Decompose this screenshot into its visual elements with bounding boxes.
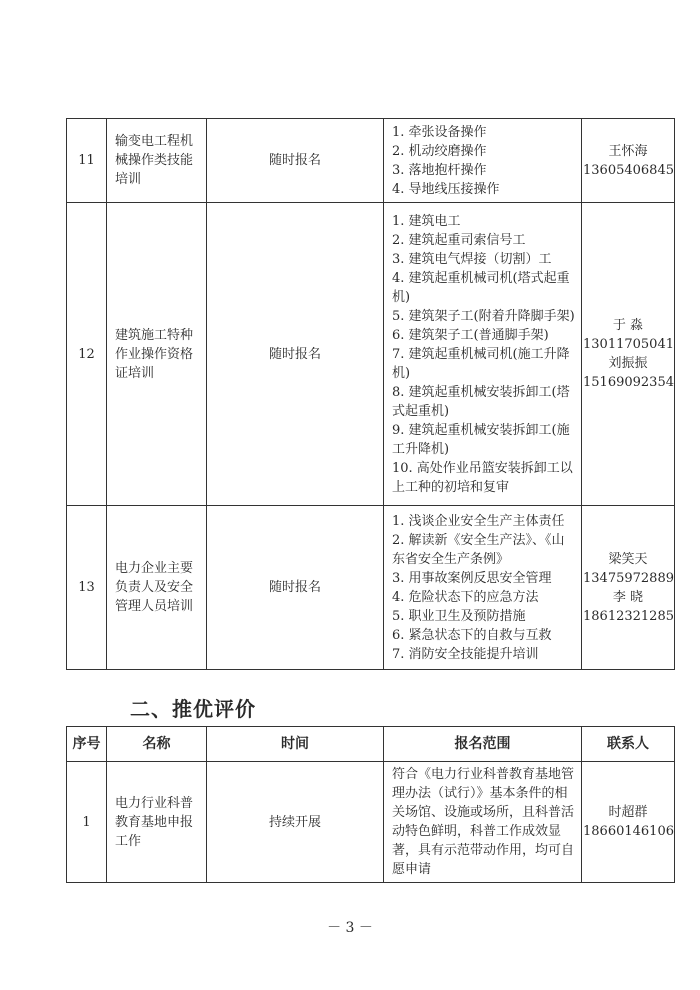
item-time: 持续开展: [207, 762, 384, 883]
contact-phone: 18612321285: [583, 608, 674, 624]
course-item: 4. 导地线压接操作: [392, 181, 500, 197]
contact-name: 时超群: [608, 805, 648, 820]
column-header-name: 名称: [107, 727, 207, 762]
contact-name: 刘振振: [608, 356, 648, 371]
course-item: 9. 建筑起重机械安装拆卸工(施工升降机): [392, 422, 570, 457]
table-row: [67, 119, 675, 203]
contact-name: 梁笑天: [608, 551, 648, 567]
training-table: [66, 118, 675, 670]
course-item: 5. 职业卫生及预防措施: [392, 608, 526, 624]
course-item: 3. 建筑电气焊接（切割）工: [392, 251, 552, 267]
registration-time: 随时报名: [207, 203, 384, 506]
section-title: 二、推优评价: [130, 697, 256, 721]
column-header-number: 序号: [67, 727, 107, 762]
course-items: [384, 203, 582, 506]
contact-phone: 13475972889: [583, 570, 674, 586]
course-name: 电力企业主要负责人及安全管理人员培训: [107, 506, 207, 670]
row-number: 13: [67, 506, 107, 670]
registration-scope: 符合《电力行业科普教育基地管理办法（试行）》基本条件的相关场馆、设施或场所，且科普活动特色鲜明，科普工作成效显著，具有示范带动作用，均可自愿申请: [384, 762, 582, 883]
row-number: 12: [67, 203, 107, 506]
contact-cell: [582, 203, 675, 506]
course-item: 3. 用事故案例反思安全管理: [392, 570, 552, 586]
course-item: 2. 机动绞磨操作: [392, 143, 487, 159]
row-number: 1: [67, 762, 107, 883]
column-header-scope: 报名范围: [384, 727, 582, 762]
contact-phone: 13011705041: [583, 337, 674, 352]
contact-phone: 18660146106: [583, 824, 674, 839]
table-row: [67, 762, 675, 883]
course-item: 1. 牵张设备操作: [392, 124, 487, 140]
row-number: 11: [67, 119, 107, 203]
contact-cell: [582, 119, 675, 203]
course-item: 1. 建筑电工: [392, 213, 461, 229]
contact-phone: 15169092354: [583, 375, 674, 390]
page-number: － 3 －: [327, 920, 373, 936]
course-item: 7. 建筑起重机械司机(施工升降机): [392, 346, 570, 381]
course-items: [384, 119, 582, 203]
course-name: 输变电工程机械操作类技能培训: [107, 119, 207, 203]
table-header-row: [67, 727, 675, 762]
contact-name: 李 晓: [612, 589, 644, 605]
evaluation-table: [66, 726, 675, 883]
course-item: 6. 建筑架子工(普通脚手架): [392, 327, 549, 343]
course-item: 7. 消防安全技能提升培训: [392, 646, 539, 662]
column-header-contact: 联系人: [582, 727, 675, 762]
registration-time: 随时报名: [207, 119, 384, 203]
course-name: 建筑施工特种作业操作资格证培训: [107, 203, 207, 506]
contact-cell: [582, 506, 675, 670]
column-header-time: 时间: [207, 727, 384, 762]
course-item: 2. 解读新《安全生产法》、《山东省安全生产条例》: [392, 532, 565, 567]
course-item: 5. 建筑架子工(附着升降脚手架): [392, 308, 575, 324]
course-item: 4. 危险状态下的应急方法: [392, 589, 539, 605]
contact-phone: 13605406845: [583, 162, 674, 178]
course-item: 3. 落地抱杆操作: [392, 162, 487, 178]
course-item: 2. 建筑起重司索信号工: [392, 232, 526, 248]
contact-name: 于 淼: [612, 318, 644, 333]
item-name: 电力行业科普教育基地申报工作: [107, 762, 207, 883]
registration-time: 随时报名: [207, 506, 384, 670]
course-item: 1. 浅谈企业安全生产主体责任: [392, 513, 565, 529]
course-item: 8. 建筑起重机械安装拆卸工(塔式起重机): [392, 384, 570, 419]
contact-name: 王怀海: [608, 143, 648, 159]
table-row: [67, 203, 675, 506]
course-items: [384, 506, 582, 670]
contact-cell: [582, 762, 675, 883]
course-item: 10. 高处作业吊篮安装拆卸工以上工种的初培和复审: [392, 460, 573, 495]
table-row: [67, 506, 675, 670]
course-item: 6. 紧急状态下的自救与互救: [392, 627, 552, 643]
course-item: 4. 建筑起重机械司机(塔式起重机): [392, 270, 570, 305]
